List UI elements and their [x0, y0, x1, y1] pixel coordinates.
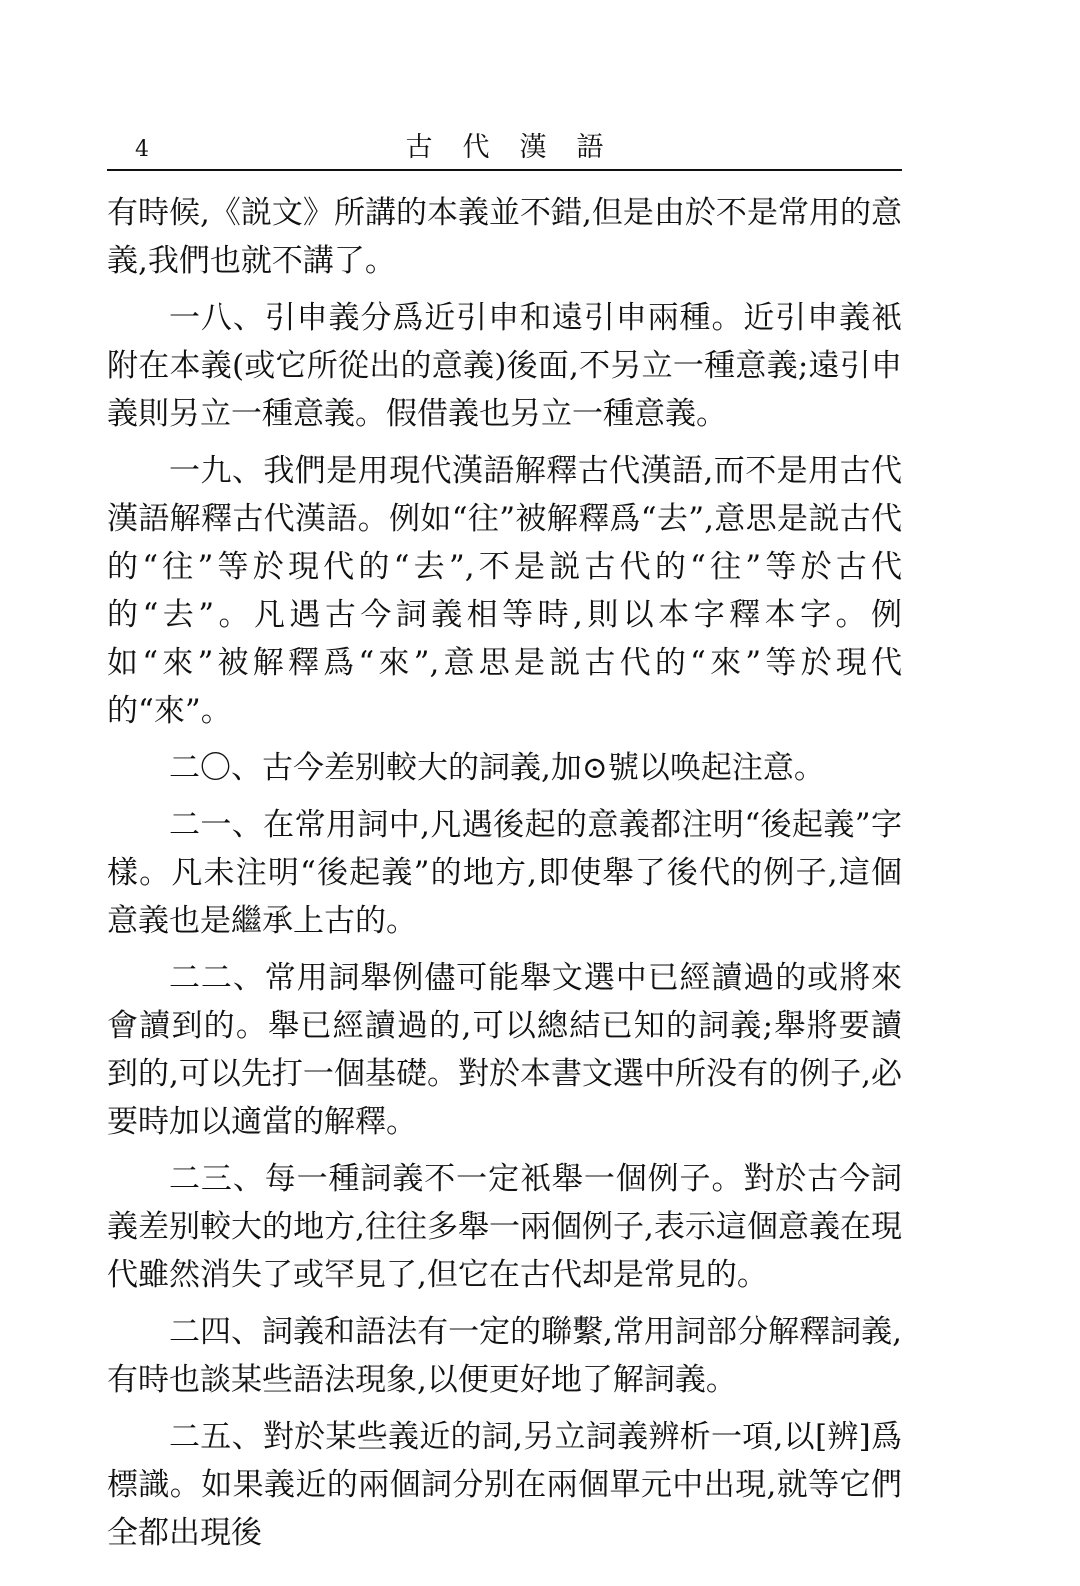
paragraph-item-25: 二五、對於某些義近的詞,另立詞義辨析一項,以[辨]爲標識。如果義近的兩個詞分别在兩個單元中出現,就等它們全都出現後 [107, 1419, 902, 1551]
paragraph-continuation: 有時候,《説文》所講的本義並不錯,但是由於不是常用的意義,我們也就不講了。 [107, 195, 902, 279]
page-header [107, 128, 902, 172]
paragraph-item-19: 一九、我們是用現代漢語解釋古代漢語,而不是用古代漢語解釋古代漢語。例如“往”被解釋爲“去”,意思是説古代的“往”等於現代的“去”,不是説古代的“往”等於古代的“去”。凡遇古今詞義相等時,則以本字釋本字。例如“來”被解釋爲“來”,意思是説古代的“來”等於現代的“來”。 [107, 453, 902, 729]
running-title: 古代漢語 [405, 132, 634, 163]
paragraph-item-18: 一八、引申義分爲近引申和遠引申兩種。近引申義衹附在本義(或它所從出的意義)後面,不另立一種意義;遠引申義則另立一種意義。假借義也另立一種意義。 [107, 300, 902, 432]
paragraph-item-21: 二一、在常用詞中,凡遇後起的意義都注明“後起義”字樣。凡未注明“後起義”的地方,即使舉了後代的例子,這個意義也是繼承上古的。 [107, 807, 902, 939]
paragraph-item-22: 二二、常用詞舉例儘可能舉文選中已經讀過的或將來會讀到的。舉已經讀過的,可以總結已知的詞義;舉將要讀到的,可以先打一個基礎。對於本書文選中所没有的例子,必要時加以適當的解釋。 [107, 960, 902, 1140]
paragraph-item-24: 二四、詞義和語法有一定的聯繫,常用詞部分解釋詞義,有時也談某些語法現象,以便更好地了解詞義。 [107, 1314, 902, 1398]
page-number: 4 [135, 137, 149, 162]
paragraph-item-23: 二三、每一種詞義不一定衹舉一個例子。對於古今詞義差别較大的地方,往往多舉一兩個例子,表示這個意義在現代雖然消失了或罕見了,但它在古代却是常見的。 [107, 1161, 902, 1293]
header-rule [107, 169, 902, 171]
body-text [107, 189, 902, 1566]
paragraph-item-20: 二〇、古今差别較大的詞義,加⊙號以唤起注意。 [169, 750, 825, 786]
